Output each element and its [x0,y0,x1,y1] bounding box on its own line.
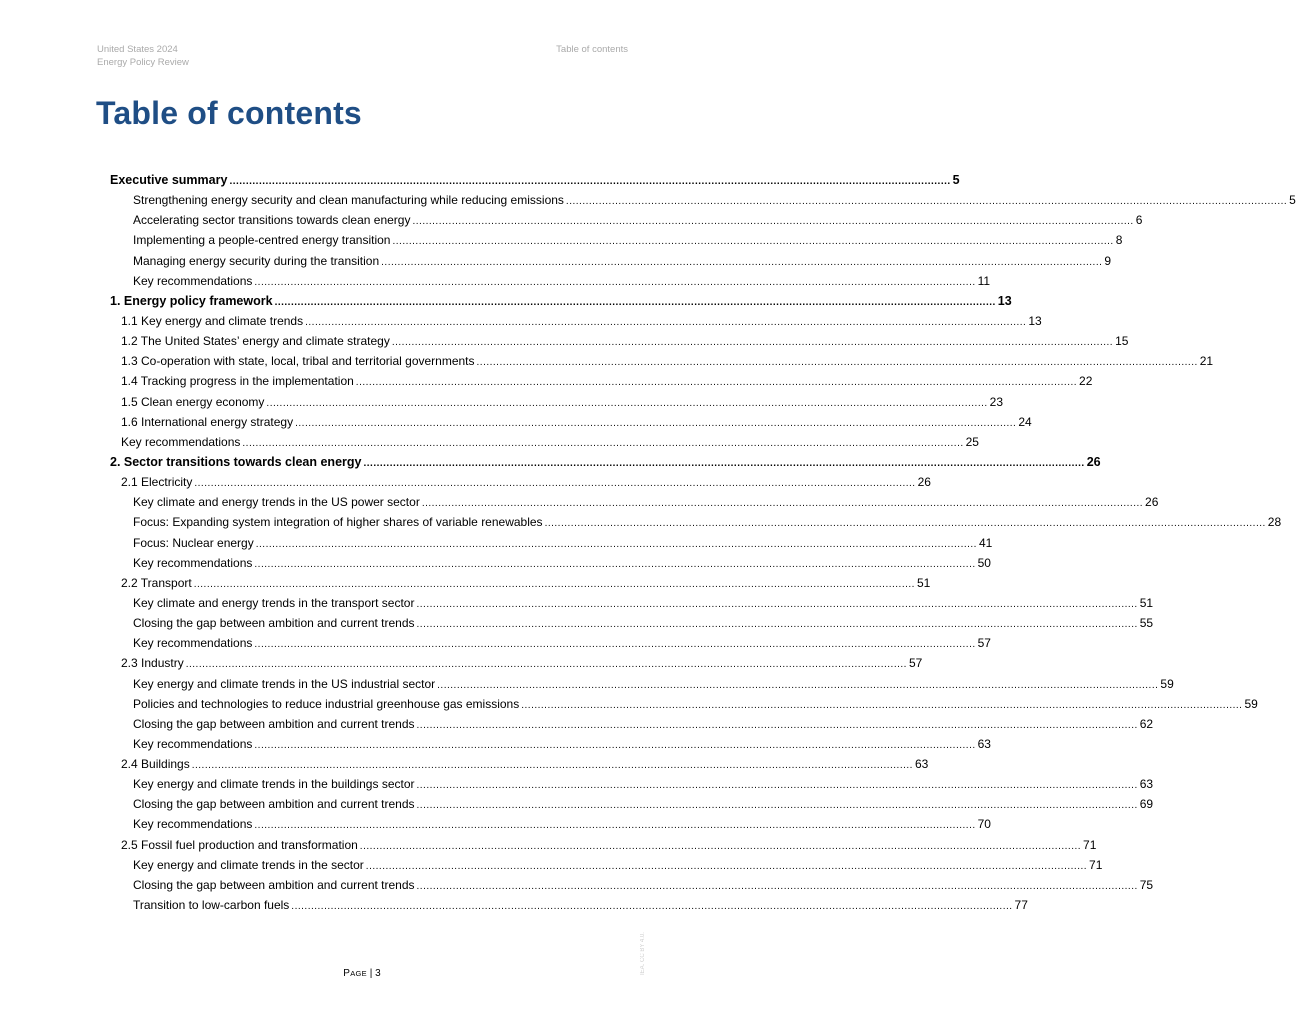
toc-leader-dots: ............................................................................................................................................................................................................................ [416,719,1138,731]
toc-entry[interactable] [133,593,1154,613]
toc-entry[interactable] [121,472,931,492]
toc-entry[interactable] [121,412,1032,432]
toc-leader-dots: ............................................................................................................................................................................................................................ [305,316,1027,328]
toc-entry-label: Managing energy security during the transition [133,253,380,268]
footer-page-number: 3 [375,968,381,979]
toc-leader-dots: ............................................................................................................................................................................................................................ [291,901,1013,913]
toc-entry-label: Executive summary [110,173,228,187]
toc-entry[interactable] [133,875,1154,895]
toc-entry-page: 70 [977,817,991,832]
toc-entry-label: Accelerating sector transitions towards clean energy [133,213,411,228]
toc-entry-page: 57 [908,656,923,671]
toc-entry[interactable] [121,835,1097,855]
toc-entry-label: Key recommendations [133,555,253,570]
toc-entry[interactable] [133,492,1159,512]
toc-leader-dots: ............................................................................................................................................................................................................................ [229,176,951,187]
footer-page-label: PAGE [343,968,367,979]
toc-entry-page: 15 [1115,334,1129,349]
toc-entry[interactable] [133,694,1258,714]
toc-leader-dots: ............................................................................................................................................................................................................................ [365,860,1088,872]
toc-leader-dots: ............................................................................................................................................................................................................................ [191,760,913,772]
toc-entry[interactable] [133,794,1154,814]
toc-entry-page: 9 [1104,253,1112,268]
toc-entry-page: 8 [1115,233,1123,248]
toc-entry[interactable] [121,331,1129,351]
toc-entry-page: 71 [1083,837,1097,852]
toc-leader-dots: ............................................................................................................................................................................................................................ [242,437,964,449]
toc-entry-page: 5 [952,173,960,187]
toc-entry-page: 69 [1139,797,1154,812]
toc-leader-dots: ............................................................................................................................................................................................................................ [392,236,1114,248]
toc-entry-label: 1.5 Clean energy economy [121,394,265,409]
toc-leader-dots: ............................................................................................................................................................................................................................ [544,518,1266,530]
toc-leader-dots: ............................................................................................................................................................................................................................ [412,216,1134,228]
toc-entry[interactable] [133,674,1174,694]
toc-leader-dots: ............................................................................................................................................................................................................................ [381,256,1103,268]
toc-leader-dots: ............................................................................................................................................................................................................................ [185,659,907,671]
toc-entry-label: 2. Sector transitions towards clean energy [110,454,362,469]
toc-leader-dots: ............................................................................................................................................................................................................................ [254,639,976,651]
toc-entry-page: 28 [1267,515,1282,530]
page-footer [0,968,724,979]
toc-entry[interactable] [121,311,1042,331]
toc-entry[interactable] [133,210,1143,230]
toc-entry-page: 63 [1139,777,1154,792]
toc-entry[interactable] [121,392,1004,412]
toc-entry-label: Key recommendations [133,273,253,288]
toc-entry[interactable] [133,774,1154,794]
toc-entry[interactable] [121,653,923,673]
header-section-name: Table of contents [556,44,628,55]
toc-entry-label: Closing the gap between ambition and current trends [133,616,415,631]
toc-entry-label: Policies and technologies to reduce industrial greenhouse gas emissions [133,696,520,711]
toc-entry-label: Key recommendations [121,434,241,449]
toc-entry-page: 24 [1018,414,1032,429]
toc-entry[interactable] [133,553,991,573]
toc-entry[interactable] [133,230,1123,250]
toc-entry-label: 1.1 Key energy and climate trends [121,313,304,328]
toc-entry-label: Key recommendations [133,817,253,832]
toc-leader-dots: ............................................................................................................................................................................................................................ [266,397,988,409]
toc-entry-page: 51 [1139,595,1154,610]
toc-entry-label: 2.1 Electricity [121,475,193,490]
toc-leader-dots: ............................................................................................................................................................................................................................ [254,820,976,832]
page-title: Table of contents [96,95,362,131]
toc-entry-page: 26 [1086,454,1101,469]
toc-entry-label: Transition to low-carbon fuels [133,898,290,913]
toc-entry-label: 1.4 Tracking progress in the implementation [121,374,354,389]
toc-leader-dots: ............................................................................................................................................................................................................................ [521,699,1243,711]
toc-entry-label: Key climate and energy trends in the US power sector [133,495,420,510]
toc-entry-label: Key recommendations [133,636,253,651]
toc-leader-dots: ............................................................................................................................................................................................................................ [194,478,916,490]
toc-leader-dots: ............................................................................................................................................................................................................................ [255,538,977,550]
toc-entry-label: Closing the gap between ambition and current trends [133,797,415,812]
header-left [97,43,189,69]
toc-entry[interactable] [133,190,1296,210]
toc-leader-dots: ............................................................................................................................................................................................................................ [274,296,996,308]
toc-leader-dots: ............................................................................................................................................................................................................................ [254,739,976,751]
toc-leader-dots: ............................................................................................................................................................................................................................ [355,377,1078,389]
toc-entry[interactable] [110,291,1012,311]
toc-entry[interactable] [110,452,1101,472]
toc-entry-page: 11 [977,273,991,288]
toc-entry[interactable] [133,714,1154,734]
toc-entry-page: 77 [1014,898,1028,913]
toc-entry-page: 50 [977,555,991,570]
toc-entry[interactable] [133,251,1112,271]
toc-entry[interactable] [121,351,1214,371]
toc-entry-label: Key energy and climate trends in the buildings sector [133,777,415,792]
toc-leader-dots: ............................................................................................................................................................................................................................ [437,679,1159,691]
toc-entry-page: 26 [917,475,931,490]
toc-leader-dots: ............................................................................................................................................................................................................................ [391,337,1114,349]
toc-entry-label: Strengthening energy security and clean manufacturing while reducing emissions [133,193,564,208]
side-note: IEA. CC BY 4.0. [640,932,646,975]
toc-leader-dots: ............................................................................................................................................................................................................................ [254,558,976,570]
toc-leader-dots: ............................................................................................................................................................................................................................ [565,196,1288,208]
toc-leader-dots: ............................................................................................................................................................................................................................ [295,417,1017,429]
toc-entry-label: Key climate and energy trends in the transport sector [133,595,415,610]
toc-leader-dots: ............................................................................................................................................................................................................................ [476,357,1198,369]
toc-leader-dots: ............................................................................................................................................................................................................................ [363,457,1085,469]
toc-leader-dots: ............................................................................................................................................................................................................................ [193,578,915,590]
toc-entry-page: 57 [977,636,991,651]
toc-entry-page: 59 [1244,696,1258,711]
toc-entry-page: 41 [978,535,993,550]
toc-entry-page: 23 [989,394,1004,409]
toc-entry-label: 1. Energy policy framework [110,293,273,308]
footer-separator: | [367,968,376,979]
toc-entry[interactable] [133,734,991,754]
toc-entry[interactable] [133,895,1028,915]
header-report-title: United States 2024 [97,44,178,55]
toc-entry-page: 62 [1139,716,1154,731]
toc-entry-label: Key recommendations [133,736,253,751]
toc-entry-label: 2.4 Buildings [121,757,190,772]
toc-entry-label: 2.3 Industry [121,656,184,671]
toc-entry-page: 75 [1139,877,1154,892]
toc-entry-page: 59 [1160,676,1174,691]
toc-entry-page: 13 [1028,313,1042,328]
toc-entry[interactable] [133,613,1154,633]
toc-entry-label: Focus: Nuclear energy [133,535,254,550]
toc-entry[interactable] [121,573,931,593]
toc-entry[interactable] [133,814,991,834]
toc-entry-page: 71 [1089,857,1103,872]
toc-entry-label: Closing the gap between ambition and current trends [133,716,415,731]
toc-entry-label: Closing the gap between ambition and current trends [133,877,415,892]
toc-entry-page: 55 [1139,616,1154,631]
toc-entry-label: 1.2 The United States’ energy and climate strategy [121,334,390,349]
toc-leader-dots: ............................................................................................................................................................................................................................ [254,276,976,288]
toc-leader-dots: ............................................................................................................................................................................................................................ [421,498,1144,510]
toc-entry-page: 51 [916,575,931,590]
toc-entry[interactable] [133,271,991,291]
toc-entry-page: 26 [1145,495,1159,510]
toc-entry[interactable] [133,533,993,553]
toc-entry[interactable] [121,371,1093,391]
toc-entry-label: Key energy and climate trends in the sector [133,857,364,872]
toc-entry-label: Implementing a people-centred energy transition [133,233,391,248]
toc-leader-dots: ............................................................................................................................................................................................................................ [416,780,1138,792]
toc-entry[interactable] [133,633,991,653]
toc-entry[interactable] [110,170,960,190]
toc-entry-page: 25 [965,434,979,449]
toc-entry-label: 1.3 Co-operation with state, local, tribal and territorial governments [121,354,475,369]
toc-entry-page: 63 [914,757,929,772]
toc-leader-dots: ............................................................................................................................................................................................................................ [359,840,1082,852]
toc-entry[interactable] [121,754,929,774]
toc-entry-page: 63 [977,736,991,751]
toc-entry-page: 13 [997,293,1012,308]
header-report-subtitle: Energy Policy Review [97,57,189,68]
toc-entry-page: 21 [1199,354,1214,369]
toc-leader-dots: ............................................................................................................................................................................................................................ [416,598,1138,610]
toc-entry-label: 2.2 Transport [121,575,192,590]
toc-leader-dots: ............................................................................................................................................................................................................................ [416,880,1138,892]
toc-entry-label: 1.6 International energy strategy [121,414,294,429]
toc-entry-label: Key energy and climate trends in the US industrial sector [133,676,436,691]
toc-entry[interactable] [133,855,1103,875]
toc-entry[interactable] [121,432,979,452]
toc-entry-label: Focus: Expanding system integration of higher shares of variable renewables [133,515,543,530]
toc-leader-dots: ............................................................................................................................................................................................................................ [416,800,1138,812]
toc-leader-dots: ............................................................................................................................................................................................................................ [416,619,1138,631]
toc-entry-label: 2.5 Fossil fuel production and transformation [121,837,358,852]
toc-entry[interactable] [133,512,1282,532]
toc-entry-page: 5 [1289,193,1296,208]
toc-entry-page: 22 [1079,374,1093,389]
toc-entry-page: 6 [1135,213,1143,228]
